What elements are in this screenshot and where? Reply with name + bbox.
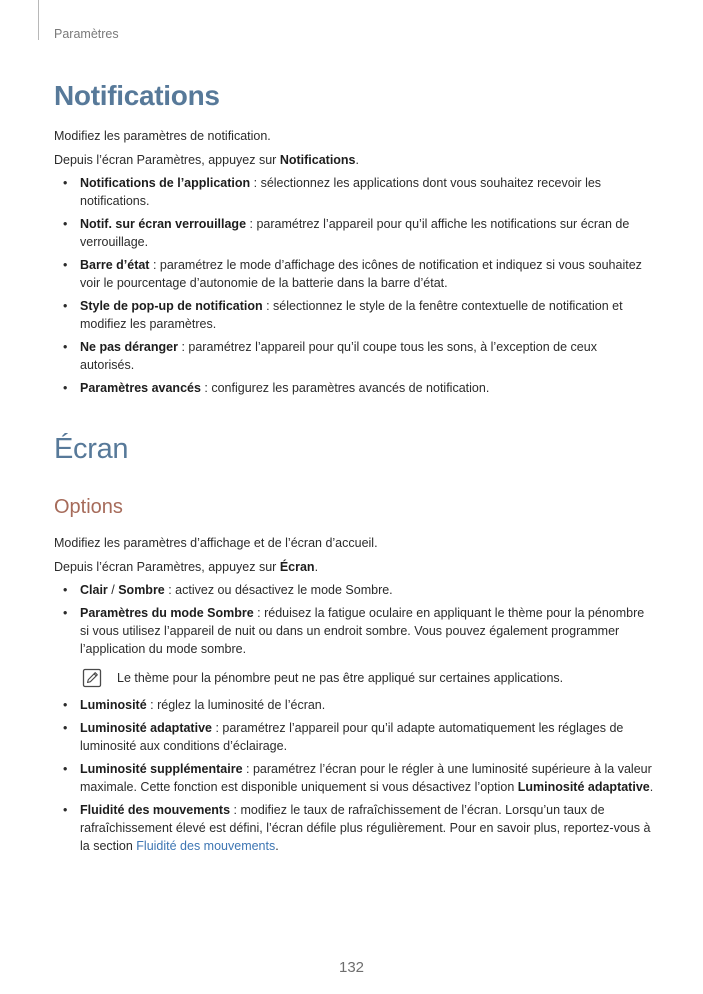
list-item: • Paramètres du mode Sombre : réduisez la fatigue oculaire en appliquant le thème pour la pénombre si vous utilisez l’appareil de nuit ou dans un endroit sombre. Vous pouvez également programmer l’application du mode sombre. xyxy=(54,604,654,658)
list-item: • Fluidité des mouvements : modifiez le taux de rafraîchissement de l’écran. Lorsqu’un taux de rafraîchissement élevé est défini, l’écran défile plus régulièrement. Pour en savoir plus, reportez-vous à la section Fluidité des mouvements. xyxy=(54,801,654,855)
notifications-path: Depuis l’écran Paramètres, appuyez sur Notifications. xyxy=(54,153,359,167)
note-text: Le thème pour la pénombre peut ne pas être appliqué sur certaines applications. xyxy=(117,671,564,685)
ecran-title: Écran xyxy=(54,433,129,465)
page-content xyxy=(54,80,654,860)
ecran-intro: Modifiez les paramètres d’affichage et de l’écran d’accueil. xyxy=(54,536,378,550)
list-item: • Paramètres avancés : configurez les paramètres avancés de notification. xyxy=(54,379,654,397)
list-item: • Luminosité : réglez la luminosité de l’écran. xyxy=(54,696,654,714)
list-item: • Luminosité supplémentaire : paramétrez l’écran pour le régler à une luminosité supérieure à la valeur maximale. Cette fonction est disponible uniquement si vous désactivez l’option Luminosité adaptative. xyxy=(54,760,654,796)
list-item: • Ne pas déranger : paramétrez l’appareil pour qu’il coupe tous les sons, à l’exception de ceux autorisés. xyxy=(54,338,654,374)
list-item: • Luminosité adaptative : paramétrez l’appareil pour qu’il adapte automatiquement les réglages de luminosité aux conditions d’éclairage. xyxy=(54,719,654,755)
notifications-options-list xyxy=(54,174,654,397)
options-subtitle: Options xyxy=(54,496,123,518)
ecran-options-list xyxy=(54,581,654,658)
list-item: • Barre d’état : paramétrez le mode d’affichage des icônes de notification et indiquez si vous souhaitez voir le pourcentage d’autonomie de la batterie dans la barre d’état. xyxy=(54,256,654,292)
page-number: 132 xyxy=(338,959,365,976)
list-item: • Notifications de l’application : sélectionnez les applications dont vous souhaitez recevoir les notifications. xyxy=(54,174,654,210)
header-rule xyxy=(38,0,39,40)
list-item: • Style de pop-up de notification : sélectionnez le style de la fenêtre contextuelle de notification et modifiez les paramètres. xyxy=(54,297,654,333)
fluidite-link[interactable]: Fluidité des mouvements xyxy=(136,839,276,853)
ecran-path: Depuis l’écran Paramètres, appuyez sur Écran. xyxy=(54,560,319,574)
note-pencil-icon xyxy=(82,668,102,688)
list-item: • Notif. sur écran verrouillage : paramétrez l’appareil pour qu’il affiche les notifications sur écran de verrouillage. xyxy=(54,215,654,251)
list-item: • Clair / Sombre : activez ou désactivez le mode Sombre. xyxy=(54,581,654,599)
note-box xyxy=(82,668,654,688)
notifications-title: Notifications xyxy=(54,80,220,111)
ecran-options-list-continued xyxy=(54,696,654,855)
running-header: Paramètres xyxy=(54,27,119,41)
notifications-intro: Modifiez les paramètres de notification. xyxy=(54,129,271,143)
